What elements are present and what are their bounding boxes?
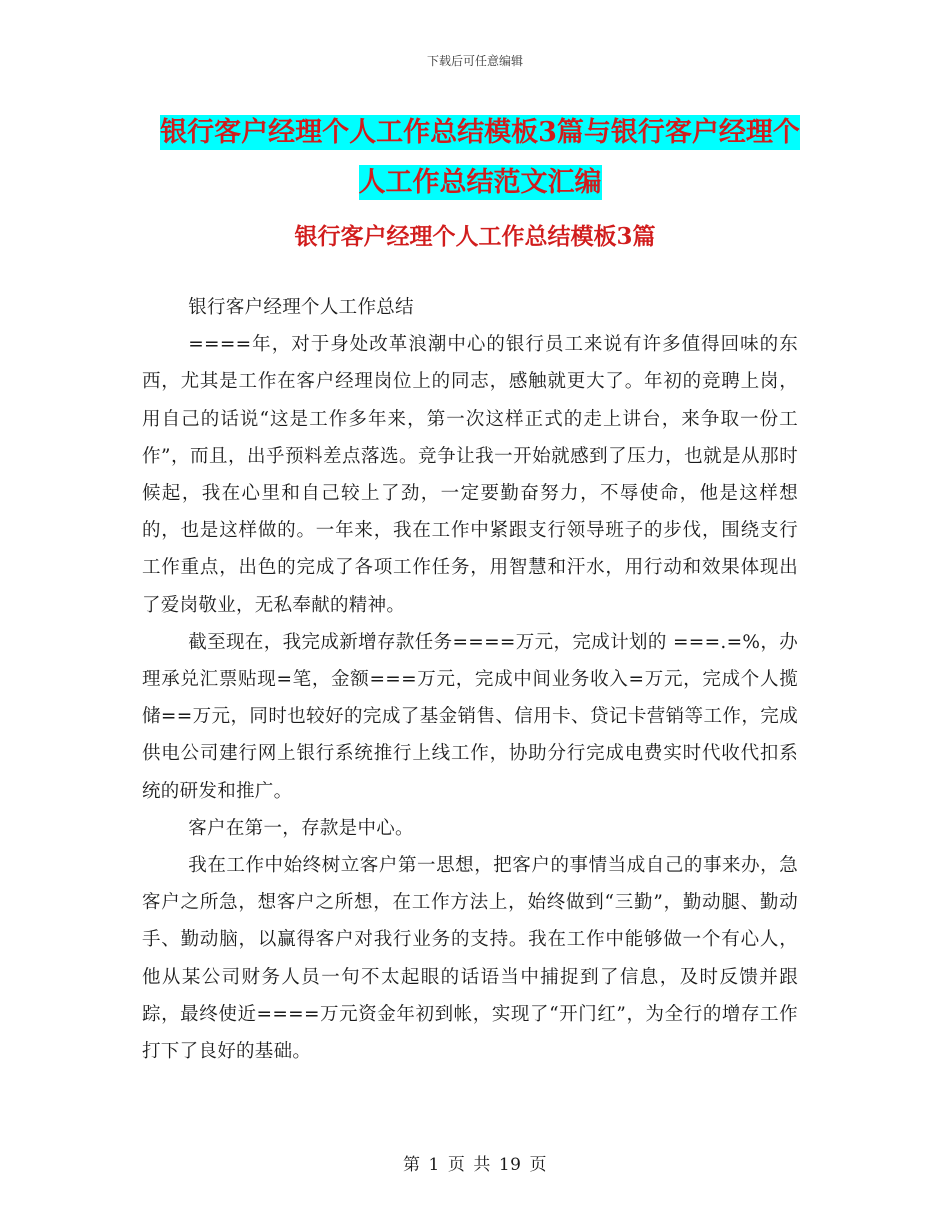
footer-total-word: 页 [529, 1155, 547, 1175]
footer-page-word: 页 [447, 1155, 466, 1175]
paragraph: ====年，对于身处改革浪潮中心的银行员工来说有许多值得回味的东西，尤其是工作在客户经理岗位上的同志，感触就更大了。年初的竞聘上岗，用自己的话说“这是工作多年来，第一次这样正式的走上讲台，来争取一份工作”，而且，出乎预料差点落选。竞争让我一开始就感到了压力，也就是从那时候起，我在心里和自己较上了劲，一定要勤奋努力，不辱使命，他是这样想的，也是这样做的。一年来，我在工作中紧跟支行领导班子的步伐，围绕支行工作重点，出色的完成了各项工作任务，用智慧和汗水，用行动和效果体现出了爱岗敬业，无私奉献的精神。 [142, 334, 798, 616]
page-header-note: 下载后可任意编辑 [426, 54, 523, 68]
paragraph-subtitle: 银行客户经理个人工作总结 [188, 297, 414, 318]
section-title: 银行客户经理个人工作总结模板3篇 [294, 223, 656, 250]
paragraph: 我在工作中始终树立客户第一思想，把客户的事情当成自己的事来办，急客户之所急，想客户之所想，在工作方法上，始终做到“三勤”，勤动腿、勤动手、勤动脑，以赢得客户对我行业务的支持。我在工作中能够做一个有心人，他从某公司财务人员一句不太起眼的话语当中捕捉到了信息，及时反馈并跟踪，最终使近====万元资金年初到帐，实现了“开门红”，为全行的增存工作打下了良好的基础。 [142, 855, 798, 1063]
body-text [142, 289, 798, 1070]
footer-current-page: 1 [428, 1155, 440, 1175]
page-footer [0, 1153, 950, 1177]
footer-total-pages: 19 [498, 1155, 522, 1175]
document-title-text: 银行客户经理个人工作总结模板3篇与银行客户经理个人工作总结范文汇编 [160, 117, 800, 198]
paragraph: 客户在第一，存款是中心。 [188, 817, 414, 839]
document-title [150, 108, 810, 208]
footer-total-label: 共 [473, 1155, 491, 1175]
paragraph: 截至现在，我完成新增存款任务====万元，完成计划的 ===.=%，办理承兑汇票贴现=笔，金额===万元，完成中间业务收入=万元，完成个人揽储==万元，同时也较好的完成了基金销售、信用卡、贷记卡营销等工作，完成供电公司建行网上银行系统推行上线工作，协助分行完成电费实时代收代扣系统的研发和推广。 [142, 631, 798, 802]
footer-page-label: 第 [403, 1155, 421, 1175]
